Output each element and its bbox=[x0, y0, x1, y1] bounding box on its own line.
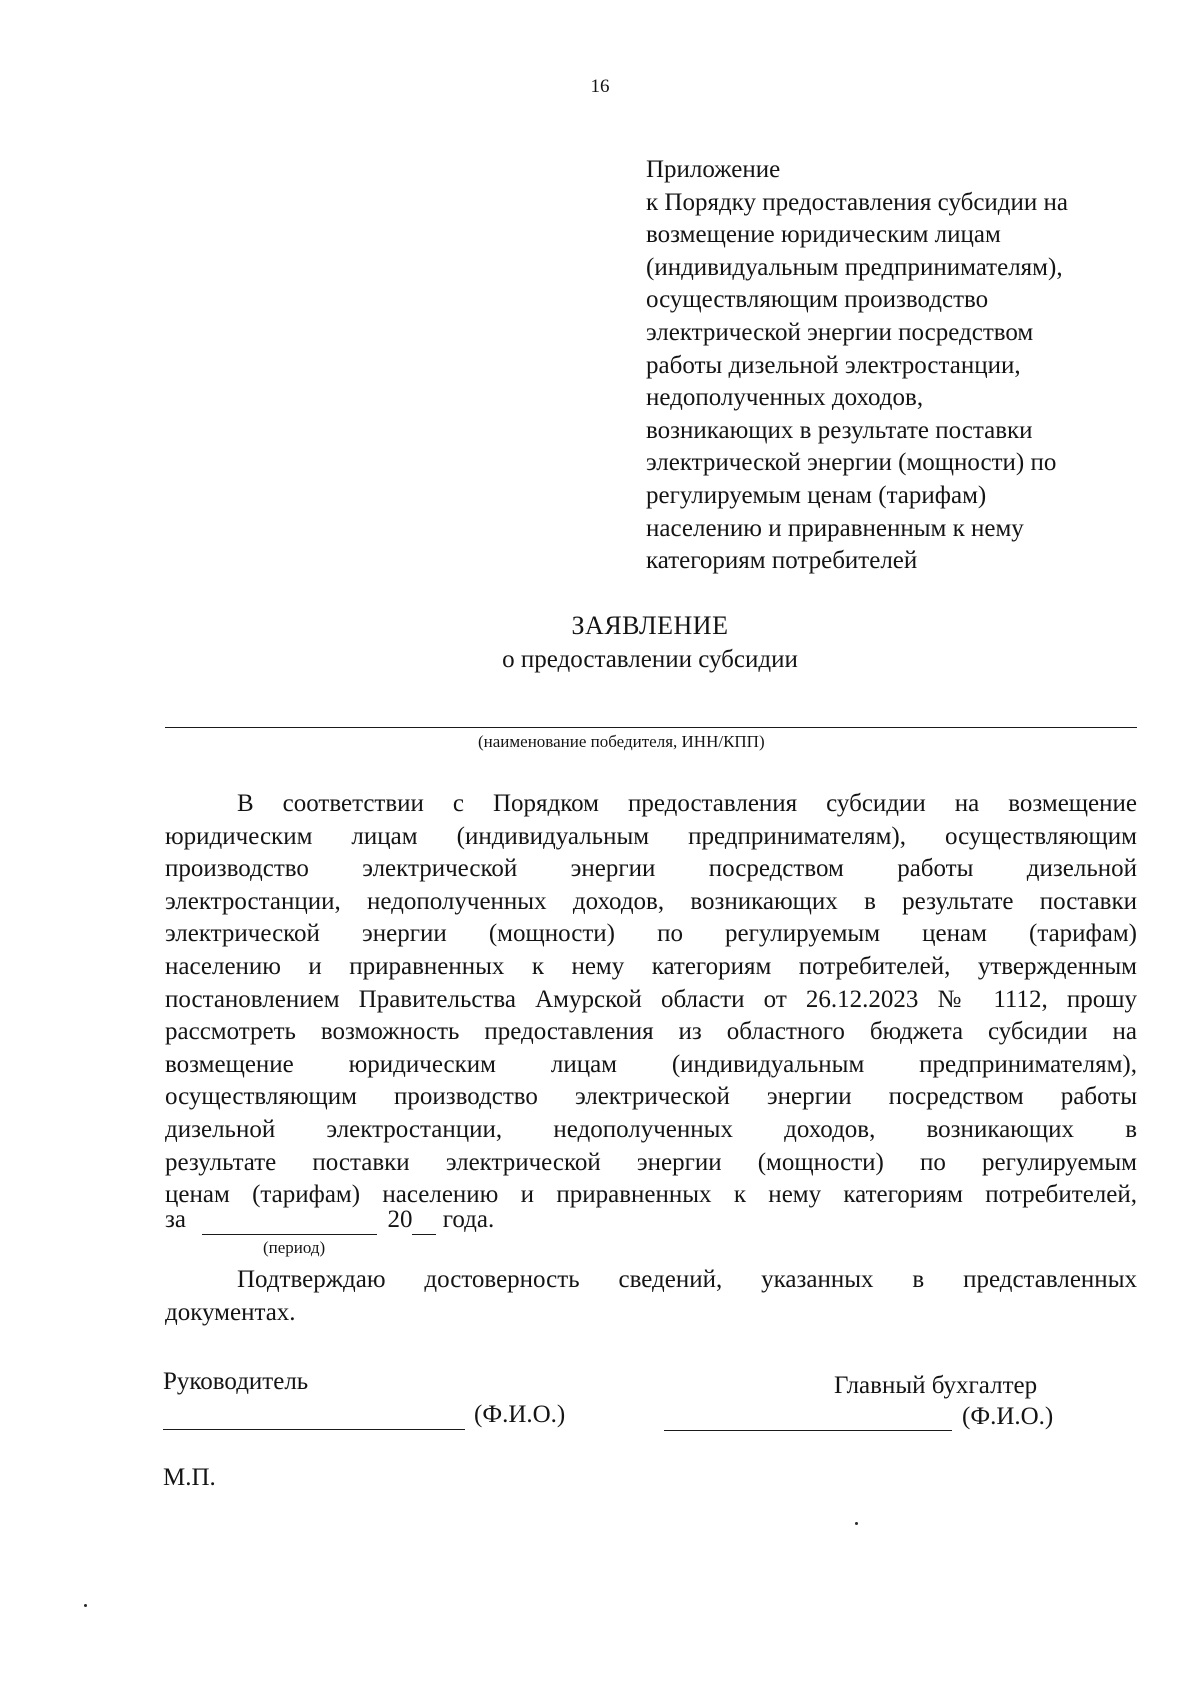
document-subtitle: о предоставлении субсидии bbox=[502, 646, 798, 673]
accountant-label: Главный бухгалтер bbox=[834, 1372, 1038, 1399]
appendix-line: электрической энергии посредством bbox=[646, 318, 1034, 346]
body-line: В соответствии с Порядком предоставления субсидии на возмещение bbox=[237, 790, 1137, 817]
stamp-placeholder: М.П. bbox=[163, 1464, 216, 1491]
body-line: производство электрической энергии посредством работы дизельной bbox=[165, 855, 1137, 883]
period-line bbox=[165, 1206, 494, 1235]
period-caption: (период) bbox=[263, 1238, 326, 1257]
appendix-line: работы дизельной электростанции, bbox=[646, 351, 1021, 379]
body-line: возмещение юридическим лицам (индивидуальным предпринимателям), bbox=[165, 1050, 1137, 1078]
head-signature-line[interactable] bbox=[163, 1429, 465, 1430]
applicant-name-caption: (наименование победителя, ИНН/КПП) bbox=[478, 732, 765, 751]
body-text bbox=[165, 788, 1137, 1212]
scan-speck bbox=[855, 1522, 858, 1525]
period-suffix: года. bbox=[442, 1206, 495, 1233]
period-year-prefix: 20 bbox=[387, 1206, 413, 1233]
body-line: дизельной электростанции, недополученных доходов, возникающих в bbox=[165, 1115, 1137, 1143]
appendix-line: Приложение bbox=[646, 156, 781, 183]
body-line: населению и приравненных к нему категориям потребителей, утвержденным bbox=[165, 952, 1137, 980]
head-label: Руководитель bbox=[163, 1368, 309, 1395]
body-line: электрической энергии (мощности) по регулируемым ценам (тарифам) bbox=[165, 920, 1137, 948]
accountant-signature-line[interactable] bbox=[664, 1430, 952, 1431]
head-fio: (Ф.И.О.) bbox=[474, 1401, 566, 1428]
body-line: постановлением Правительства Амурской области от 26.12.2023 № 1112, прошу bbox=[165, 985, 1137, 1013]
body-line: осуществляющим производство электрической энергии посредством работы bbox=[165, 1083, 1137, 1111]
appendix-line: к Порядку предоставления субсидии на bbox=[646, 188, 1069, 216]
appendix-line: возмещение юридическим лицам bbox=[646, 221, 1001, 249]
appendix-line: категориям потребителей bbox=[646, 547, 918, 575]
applicant-name-line[interactable] bbox=[165, 727, 1137, 728]
period-prefix: за bbox=[165, 1206, 186, 1233]
appendix-line: электрической энергии (мощности) по bbox=[646, 449, 1057, 477]
document-title: ЗАЯВЛЕНИЕ bbox=[571, 611, 729, 640]
appendix-block bbox=[646, 154, 1146, 578]
period-field[interactable] bbox=[202, 1206, 377, 1235]
body-line: рассмотреть возможность предоставления из областного бюджета субсидии на bbox=[165, 1018, 1137, 1046]
body-line: юридическим лицам (индивидуальным предпринимателям), осуществляющим bbox=[165, 822, 1137, 850]
appendix-line: (индивидуальным предпринимателям), bbox=[646, 253, 1063, 281]
scan-speck bbox=[84, 1604, 87, 1607]
appendix-line: возникающих в результате поставки bbox=[646, 416, 1033, 444]
page-number: 16 bbox=[590, 76, 610, 97]
appendix-line: недополученных доходов, bbox=[646, 384, 924, 412]
appendix-line: населению и приравненным к нему bbox=[646, 514, 1024, 542]
confirmation-line: документах. bbox=[165, 1298, 296, 1326]
confirmation bbox=[165, 1264, 1137, 1329]
body-line: результате поставки электрической энергии (мощности) по регулируемым bbox=[165, 1148, 1137, 1176]
body-line: ценам (тарифам) населению и приравненных к нему категориям потребителей, bbox=[165, 1181, 1137, 1209]
period-year-field[interactable] bbox=[412, 1206, 436, 1235]
appendix-line: осуществляющим производство bbox=[646, 286, 989, 314]
confirmation-line: Подтверждаю достоверность сведений, указанных в представленных bbox=[237, 1266, 1137, 1293]
body-line: электростанции, недополученных доходов, возникающих в результате поставки bbox=[165, 887, 1137, 915]
accountant-fio: (Ф.И.О.) bbox=[962, 1403, 1054, 1430]
appendix-line: регулируемым ценам (тарифам) bbox=[646, 481, 987, 509]
